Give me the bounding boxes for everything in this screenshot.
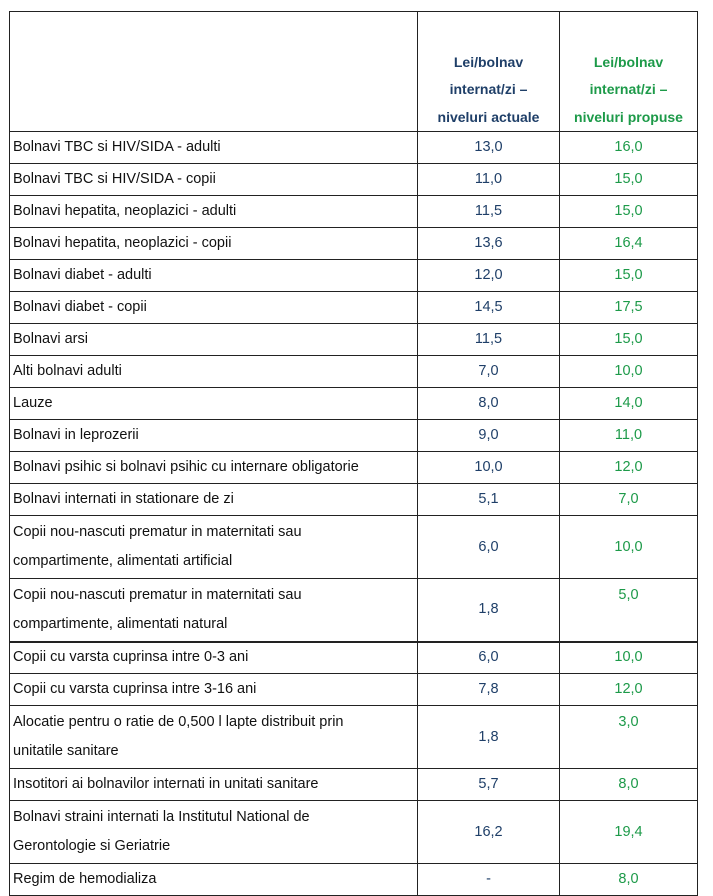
row-proposed-value: 10,0 [560,642,698,674]
allowance-table [9,11,698,896]
row-category: Bolnavi hepatita, neoplazici - copii [10,228,418,260]
header-actual-levels: Lei/bolnav internat/zi – niveluri actuale [418,12,560,132]
row-category: Copii cu varsta cuprinsa intre 0-3 ani [10,642,418,674]
row-actual-value: 8,0 [418,388,560,420]
row-category: Alocatie pentru o ratie de 0,500 l lapte distribuit prin unitatile sanitare [10,706,418,769]
row-actual-value: 11,0 [418,164,560,196]
row-proposed-value: 15,0 [560,324,698,356]
table-row [10,388,698,420]
row-proposed-value: 5,0 [560,579,698,642]
row-actual-value: 6,0 [418,516,560,579]
row-category: Bolnavi straini internati la Institutul National de Gerontologie si Geriatrie [10,801,418,864]
table-row [10,579,698,642]
table-row [10,516,698,579]
row-proposed-value: 16,4 [560,228,698,260]
table-row [10,132,698,164]
row-actual-value: 13,0 [418,132,560,164]
row-proposed-value: 11,0 [560,420,698,452]
row-category: Insotitori ai bolnavilor internati in unitati sanitare [10,769,418,801]
row-actual-value: 5,7 [418,769,560,801]
row-proposed-value: 8,0 [560,769,698,801]
row-actual-value: 7,8 [418,674,560,706]
row-actual-value: 10,0 [418,452,560,484]
row-category: Alti bolnavi adulti [10,356,418,388]
row-category: Bolnavi diabet - copii [10,292,418,324]
row-proposed-value: 3,0 [560,706,698,769]
row-proposed-value: 10,0 [560,516,698,579]
header-category-empty [10,12,418,132]
table-row [10,420,698,452]
row-actual-value: 13,6 [418,228,560,260]
row-category: Bolnavi TBC si HIV/SIDA - adulti [10,132,418,164]
row-actual-value: 12,0 [418,260,560,292]
header-proposed-levels: Lei/bolnav internat/zi – niveluri propuse [560,12,698,132]
table-row [10,228,698,260]
row-proposed-value: 19,4 [560,801,698,864]
row-actual-value: 16,2 [418,801,560,864]
row-proposed-value: 15,0 [560,164,698,196]
row-category: Bolnavi hepatita, neoplazici - adulti [10,196,418,228]
row-proposed-value: 8,0 [560,864,698,896]
header-row [10,12,698,132]
row-actual-value: 11,5 [418,196,560,228]
table-row [10,292,698,324]
row-proposed-value: 10,0 [560,356,698,388]
row-proposed-value: 14,0 [560,388,698,420]
row-actual-value: 1,8 [418,579,560,642]
row-category: Regim de hemodializa [10,864,418,896]
row-actual-value: 11,5 [418,324,560,356]
row-actual-value: - [418,864,560,896]
row-category: Bolnavi psihic si bolnavi psihic cu internare obligatorie [10,452,418,484]
table-row [10,324,698,356]
table-row [10,642,698,674]
row-actual-value: 5,1 [418,484,560,516]
row-category: Copii nou-nascuti prematur in maternitati sau compartimente, alimentati natural [10,579,418,642]
row-category: Bolnavi TBC si HIV/SIDA - copii [10,164,418,196]
table-row [10,356,698,388]
row-proposed-value: 12,0 [560,452,698,484]
row-actual-value: 1,8 [418,706,560,769]
table-row [10,801,698,864]
row-actual-value: 7,0 [418,356,560,388]
row-proposed-value: 7,0 [560,484,698,516]
table-row [10,164,698,196]
table-row [10,452,698,484]
row-proposed-value: 16,0 [560,132,698,164]
table-row [10,706,698,769]
table-row [10,674,698,706]
row-actual-value: 9,0 [418,420,560,452]
table-row [10,260,698,292]
row-proposed-value: 12,0 [560,674,698,706]
table-row [10,769,698,801]
row-category: Bolnavi in leprozerii [10,420,418,452]
row-proposed-value: 15,0 [560,196,698,228]
row-category: Lauze [10,388,418,420]
row-category: Bolnavi internati in stationare de zi [10,484,418,516]
row-actual-value: 6,0 [418,642,560,674]
row-category: Copii nou-nascuti prematur in maternitati sau compartimente, alimentati artificial [10,516,418,579]
row-category: Copii cu varsta cuprinsa intre 3-16 ani [10,674,418,706]
table-row [10,196,698,228]
row-category: Bolnavi arsi [10,324,418,356]
row-actual-value: 14,5 [418,292,560,324]
row-category: Bolnavi diabet - adulti [10,260,418,292]
allowance-table-container [9,11,697,896]
row-proposed-value: 17,5 [560,292,698,324]
table-row [10,484,698,516]
row-proposed-value: 15,0 [560,260,698,292]
